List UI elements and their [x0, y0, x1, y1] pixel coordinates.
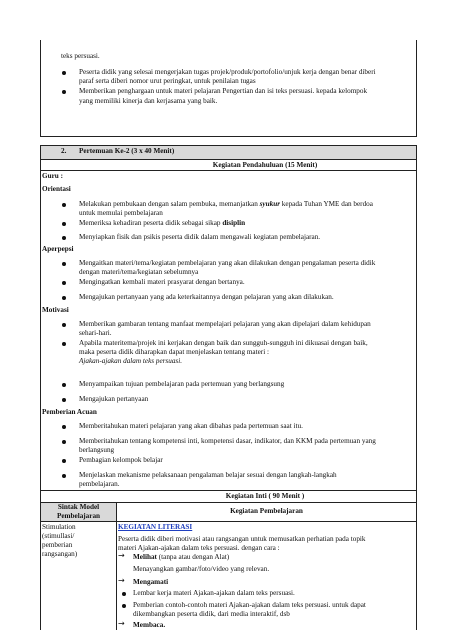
- meeting-number: 2.: [61, 147, 67, 155]
- motivasi-item-4: Mengajukan pertanyaan: [79, 395, 149, 403]
- orientasi-item-1-line2: untuk memulai pembelajaran: [79, 209, 163, 217]
- acuan-heading: Pemberian Acuan: [42, 408, 97, 416]
- syntax-line4: rangsangan): [42, 550, 78, 558]
- bullet-icon: [62, 281, 66, 285]
- mengamati-item-2-line2: dikembangkan peserta didik, dari media interaktif, dsb: [133, 610, 290, 618]
- top-line: teks persuasi.: [61, 52, 100, 60]
- divider: [40, 490, 417, 491]
- divider: [40, 145, 417, 146]
- bullet-icon: [62, 383, 66, 387]
- literasi-intro-line1: Peserta didik diberi motivasi atau rangsangan untuk memusatkan perhatian pada topik: [118, 535, 366, 543]
- divider: [40, 170, 417, 171]
- col2-header: Kegiatan Pembelajaran: [230, 507, 303, 515]
- col1-header-line2: Pembelajaran: [56, 512, 101, 520]
- acuan-item-2-line1: Memberitahukan tentang kompetensi inti, kompetensi dasar, indikator, dan KKM pada pertemuan yang: [79, 437, 376, 445]
- motivasi-item-3: Menyampaikan tujuan pembelajaran pada pertemuan yang berlangsung: [79, 380, 285, 388]
- bullet-icon: [62, 342, 66, 346]
- meeting-title: Pertemuan Ke-2 (3 x 40 Menit): [79, 147, 175, 155]
- bullet-icon: [62, 459, 66, 463]
- apersepsi-item-3: Mengajukan pertanyaan yang ada keterkaitannya dengan pelajaran yang akan dilakukan.: [79, 293, 334, 301]
- membaca-label: Membaca.: [133, 621, 166, 629]
- melihat-label: Melihat (tanpa atau dengan Alat): [133, 553, 230, 561]
- guru-label: Guru :: [42, 172, 63, 180]
- top-bullet-2-line1: Memberikan penghargaan untuk materi pelajaran Pengertian dan isi teks persuasi. kepada kelompok: [79, 87, 368, 95]
- top-bullet-2-line2: yang memiliki kinerja dan kerjasama yang baik.: [79, 97, 218, 105]
- mengamati-item-1: Lembar kerja materi Ajakan-ajakan dalam teks persuasi.: [133, 589, 295, 597]
- acuan-item-2-line2: berlangsung: [79, 446, 115, 454]
- acuan-item-1: Memberitahukan materi pelajaran yang akan dibahas pada pertemuan saat itu.: [79, 422, 303, 430]
- motivasi-item-1-line1: Memberikan gambaran tentang manfaat mempelajari pelajaran yang akan dipelajari dalam kehidupan: [79, 320, 371, 328]
- frame-left: [40, 145, 41, 630]
- bullet-icon: [62, 398, 66, 402]
- orientasi-item-2: Memeriksa kehadiran peserta didik sebagai sikap disiplin: [79, 219, 246, 227]
- pendahuluan-heading: Kegiatan Pendahuluan (15 Menit): [212, 161, 318, 169]
- top-bullet-1-line1: Peserta didik yang selesai mengerjakan tugas projek/produk/portofolio/unjuk kerja dengan benar diberi: [79, 68, 376, 76]
- melihat-desc: Menayangkan gambar/foto/video yang relevan.: [133, 565, 270, 573]
- motivasi-item-2-line1: Apabila materitema/projek ini kerjakan dengan baik dan sungguh-sungguh ini dikuasai dengan baik,: [79, 339, 368, 347]
- bullet-icon: [62, 440, 66, 444]
- syntax-line2: (stimullasi/: [42, 532, 75, 540]
- top-bullet-1-line2: paraf serta diberi nomor urut peringkat, untuk penilaian tugas: [79, 77, 256, 85]
- bullet-icon: [62, 236, 66, 240]
- orientasi-item-3: Menyiapkan fisik dan psikis peserta didik dalam mengawali kegiatan pembelajaran.: [79, 233, 321, 241]
- apersepsi-heading: Aperpepsi: [42, 245, 74, 253]
- motivasi-item-2-line3: Ajakan-ajakan dalam teks persuasi.: [79, 357, 183, 365]
- literasi-intro-line2: materi Ajakan-ajakan dalam teks persuasi. dengan cara :: [118, 544, 280, 552]
- inti-heading: Kegiatan Inti ( 90 Menit ): [225, 492, 305, 500]
- syntax-line1: Stimulation: [42, 523, 76, 531]
- arrow-right-icon: →: [118, 551, 125, 560]
- bullet-icon: [122, 604, 126, 608]
- bullet-icon: [62, 90, 66, 94]
- bullet-icon: [62, 425, 66, 429]
- bullet-icon: [62, 203, 66, 207]
- motivasi-item-1-line2: sehari-hari.: [79, 329, 112, 337]
- arrow-right-icon: →: [118, 619, 125, 628]
- bullet-icon: [62, 71, 66, 75]
- syntax-line3: pemberian: [42, 541, 73, 549]
- mengamati-label: Mengamati: [133, 578, 169, 586]
- mengamati-item-2-line1: Pemberian contoh-contoh materi Ajakan-ajakan dalam teks persuasi. untuk dapat: [133, 601, 366, 609]
- acuan-item-4-line1: Menjelaskan mekanisme pelaksanaan pengalaman belajar sesuai dengan langkah-langkah: [79, 471, 337, 479]
- acuan-item-3: Pembagian kelompok belajar: [79, 456, 163, 464]
- orientasi-heading: Orientasi: [42, 185, 71, 193]
- apersepsi-item-1-line1: Mengaitkan materi/tema/kegiatan pembelajaran yang akan dilakukan dengan pengalaman peserta didik: [79, 259, 376, 267]
- divider: [40, 159, 417, 160]
- bullet-icon: [62, 296, 66, 300]
- bullet-icon: [62, 262, 66, 266]
- motivasi-item-2-line2: maka peserta didik diharapkan dapat menjelaskan tentang materi :: [79, 348, 269, 356]
- apersepsi-item-2: Mengingatkan kembali materi prasyarat dengan bertanya.: [79, 278, 245, 286]
- bullet-icon: [62, 323, 66, 327]
- bullet-icon: [62, 474, 66, 478]
- frame-right: [416, 145, 417, 630]
- bullet-icon: [62, 222, 66, 226]
- arrow-right-icon: →: [118, 576, 125, 585]
- divider: [40, 521, 417, 522]
- bullet-icon: [122, 592, 126, 596]
- apersepsi-item-1-line2: dengan materi/tema/kegiatan sebelumnya: [79, 268, 199, 276]
- literasi-heading: KEGIATAN LITERASI: [118, 523, 193, 531]
- motivasi-heading: Motivasi: [42, 306, 69, 314]
- col1-header-line1: Sintak Model: [57, 503, 100, 511]
- acuan-item-4-line2: pembelajaran.: [79, 480, 120, 488]
- orientasi-item-1-line1: Melakukan pembukaan dengan salam pembuka, memanjatkan syukur kepada Tuhan YME dan berdoa: [79, 200, 373, 208]
